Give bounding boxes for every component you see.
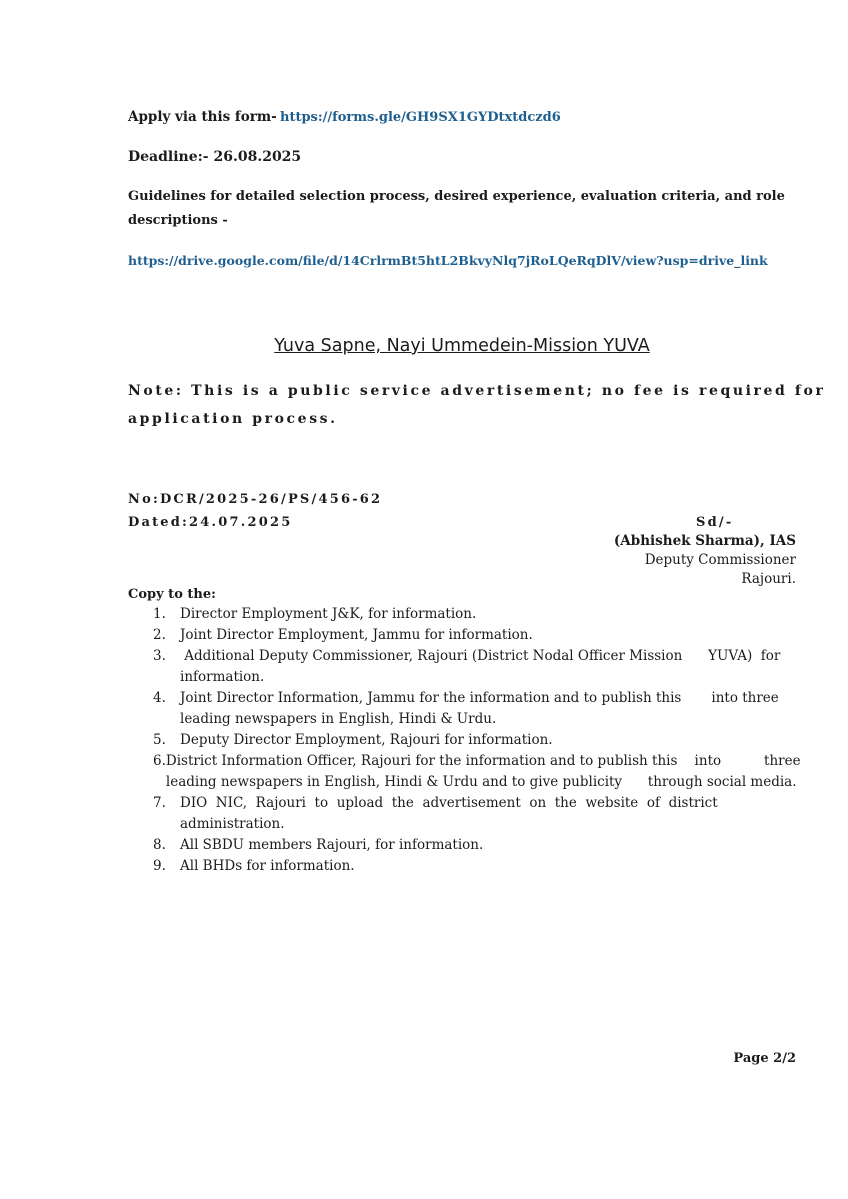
copy-to-list: [128, 604, 801, 877]
note-line-2: application process.: [128, 411, 338, 427]
list-item: [128, 793, 796, 835]
list-item-number: 5.: [153, 732, 166, 748]
list-item-text: Joint Director Employment, Jammu for information.: [180, 627, 533, 643]
copy-to-heading: Copy to the:: [128, 587, 216, 602]
list-item: [128, 688, 796, 730]
apply-form-link[interactable]: https://forms.gle/GH9SX1GYDtxtdczd6: [280, 110, 561, 125]
list-item-text: Deputy Director Employment, Rajouri for information.: [180, 732, 553, 748]
guidelines-drive-link[interactable]: https://drive.google.com/file/d/14CrlrmBt5htL2BkvyNlq7jRoLQeRqDlV/view?usp=drive_link: [128, 253, 768, 268]
reference-number: No:DCR/2025-26/PS/456-62: [128, 492, 383, 507]
signatory-designation: Deputy Commissioner: [644, 552, 796, 568]
list-item-number: 6.: [153, 753, 166, 769]
list-item: [128, 730, 796, 751]
reference-date: Dated:24.07.2025: [128, 515, 293, 530]
list-item-text: DIO NIC, Rajouri to upload the advertisement on the website of district: [180, 795, 718, 811]
list-item-text: Director Employment J&K, for information.: [180, 606, 477, 622]
list-item: [128, 625, 796, 646]
page-number: Page 2/2: [733, 1051, 796, 1066]
list-item: [128, 835, 796, 856]
apply-label: Apply via this form-: [128, 109, 277, 125]
list-item: [128, 646, 796, 688]
list-item: [128, 856, 796, 877]
list-item-text: Additional Deputy Commissioner, Rajouri (District Nodal Officer Mission YUVA) for: [180, 648, 781, 664]
list-item-text: All BHDs for information.: [180, 858, 355, 874]
guidelines-line-2: descriptions -: [128, 213, 228, 228]
list-item: [128, 604, 796, 625]
signatory-place: Rajouri.: [741, 571, 796, 587]
list-item-number: 8.: [153, 837, 166, 853]
signatory-name: (Abhishek Sharma), IAS: [613, 533, 796, 549]
list-item-text: leading newspapers in English, Hindi & Urdu.: [180, 711, 497, 727]
list-item-text: All SBDU members Rajouri, for information.: [180, 837, 484, 853]
list-item-number: 7.: [153, 795, 166, 811]
list-item-text: Joint Director Information, Jammu for the information and to publish this into three: [180, 690, 779, 706]
mission-title: Yuva Sapne, Nayi Ummedein-Mission YUVA: [274, 336, 650, 356]
list-item-text: District Information Officer, Rajouri for the information and to publish this into three: [165, 753, 801, 769]
list-item-number: 3.: [153, 648, 166, 664]
list-item: [128, 751, 801, 793]
list-item-number: 9.: [153, 858, 166, 874]
list-item-text: information.: [180, 669, 265, 685]
guidelines-line-1: Guidelines for detailed selection process, desired experience, evaluation criteria, and role: [128, 189, 785, 204]
note-line-1: Note: This is a public service advertisement; no fee is required for: [128, 383, 826, 399]
list-item-text: leading newspapers in English, Hindi & Urdu and to give publicity through social media.: [165, 774, 797, 790]
signature-sd: Sd/-: [696, 515, 734, 530]
list-item-number: 4.: [153, 690, 166, 706]
list-item-number: 2.: [153, 627, 166, 643]
list-item-number: 1.: [153, 606, 166, 622]
list-item-text: administration.: [180, 816, 285, 832]
deadline-text: Deadline:- 26.08.2025: [128, 149, 302, 165]
